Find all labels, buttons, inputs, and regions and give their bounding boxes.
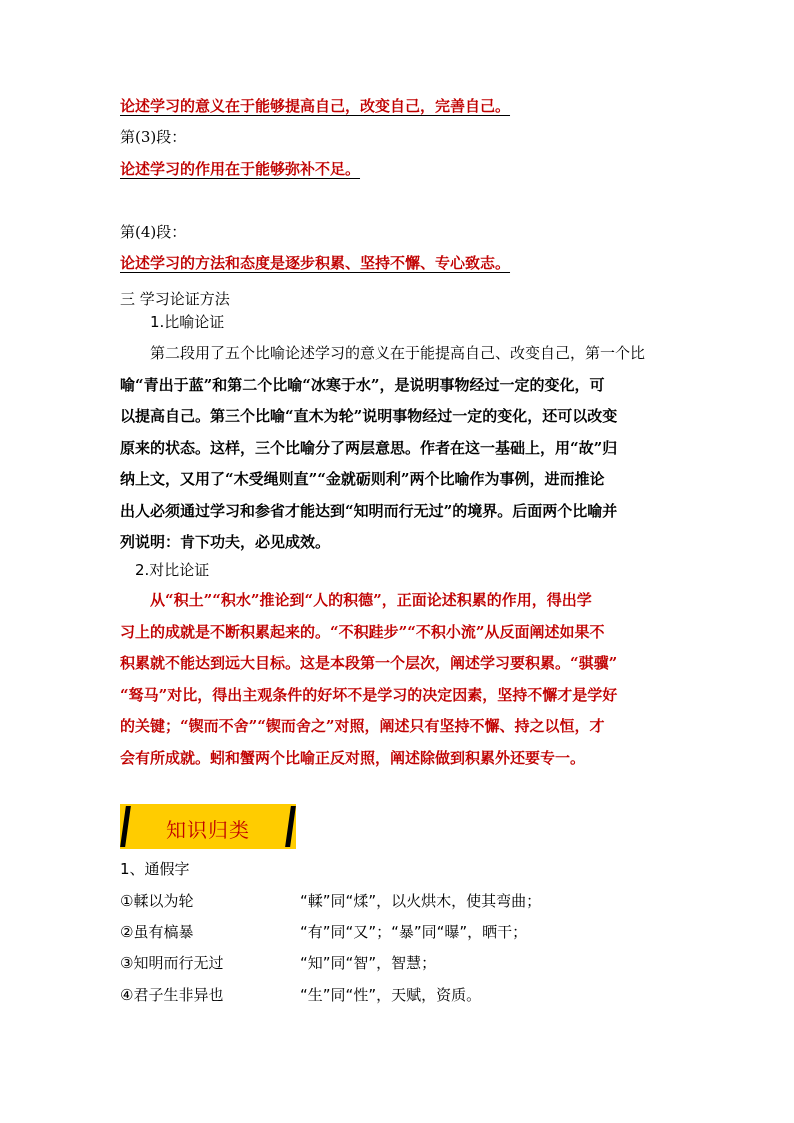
paragraph-4-summary: 论述学习的方法和态度是逐步积累、坚持不懈、专心致志。 — [120, 254, 511, 272]
paragraph-3-label: 第(3)段： — [120, 128, 187, 146]
method-1-line: 以提高自己。第三个比喻“直木为轮”说明事物经过一定的变化，还可以改变 — [120, 407, 618, 425]
loanword-phrase: ④君子生非异也 — [120, 986, 224, 1004]
method-2-line: 习上的成就是不断积累起来的。“不积跬步”“不积小流”从反面阐述如果不 — [120, 622, 605, 641]
loanword-note: “知”同“智”，智慧； — [300, 954, 437, 972]
loanword-item — [120, 985, 482, 1005]
method-2-body — [120, 585, 680, 774]
paragraph-3-summary: 论述学习的作用在于能够弥补不足。 — [120, 160, 361, 178]
loanword-item — [120, 891, 542, 911]
method-2-line: 从“积土”“积水”推论到“人的积德”，正面论述积累的作用，得出学 — [150, 591, 592, 609]
method-1-line: 第二段用了五个比喻论述学习的意义在于能提高自己、改变自己，第一个比 — [150, 344, 646, 362]
method-1-line: 喻“青出于蓝”和第二个比喻“冰寒于水”，是说明事物经过一定的变化，可 — [120, 375, 605, 394]
knowledge-subtitle: 1、通假字 — [120, 860, 190, 878]
section-heading-methods: 三 学习论证方法 — [120, 290, 230, 308]
paragraph-4-label: 第(4)段： — [120, 223, 187, 241]
loanword-phrase: ③知明而行无过 — [120, 954, 224, 972]
paragraph-2-summary: 论述学习的意义在于能够提高自己，改变自己，完善自己。 — [120, 97, 511, 115]
loanword-phrase: ②虽有槁暴 — [120, 923, 194, 941]
loanword-phrase: ①輮以为轮 — [120, 892, 194, 910]
loanword-note: “有”同“又”；“暴”同“曝”，晒干； — [300, 923, 528, 941]
method-1-title: 1.比喻论证 — [150, 313, 225, 331]
banner-title: 知识归类 — [166, 818, 250, 842]
loanword-note: “生”同“性”，天赋，资质。 — [300, 986, 482, 1004]
loanword-item — [120, 953, 437, 973]
method-1-line: 列说明：肯下功夫，必见成效。 — [120, 533, 331, 551]
knowledge-banner — [120, 804, 296, 849]
method-1-line: 纳上文，又用了“木受绳则直”“金就砺则利”两个比喻作为事例，进而推论 — [120, 470, 605, 488]
loanword-item — [120, 922, 528, 942]
method-2-line: 积累就不能达到远大目标。这是本段第一个层次，阐述学习要积累。“骐骥” — [120, 654, 618, 672]
method-2-line: 的关键；“锲而不舍”“锲而舍之”对照，阐述只有坚持不懈、持之以恒，才 — [120, 717, 605, 735]
method-2-title: 2.对比论证 — [135, 561, 210, 579]
method-2-line: “驽马”对比，得出主观条件的好坏不是学习的决定因素，坚持不懈才是学好 — [120, 685, 618, 704]
method-1-line: 原来的状态。这样，三个比喻分了两层意思。作者在这一基础上，用“故”归 — [120, 438, 618, 457]
loanword-note: “輮”同“煣”，以火烘木，使其弯曲； — [300, 892, 542, 910]
method-1-body — [120, 338, 680, 559]
method-2-line: 会有所成就。蚓和蟹两个比喻正反对照，阐述除做到积累外还要专一。 — [120, 748, 586, 767]
method-1-line: 出人必须通过学习和参省才能达到“知明而行无过”的境界。后面两个比喻并 — [120, 501, 618, 520]
